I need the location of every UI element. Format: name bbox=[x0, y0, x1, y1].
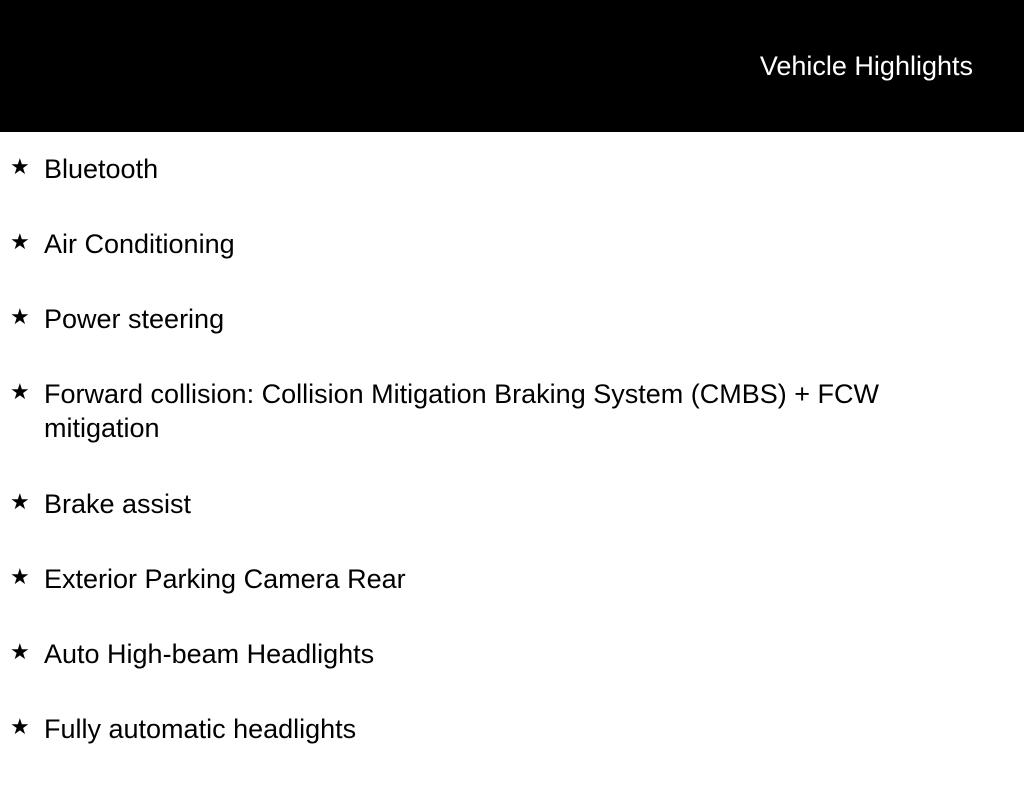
feature-label: Bluetooth bbox=[44, 154, 159, 184]
page-title: Vehicle Highlights bbox=[759, 51, 973, 81]
feature-label: Brake assist bbox=[44, 489, 192, 519]
feature-label: Air Conditioning bbox=[44, 229, 235, 259]
star-icon: ★ bbox=[10, 155, 30, 180]
header-bar bbox=[0, 0, 1024, 132]
feature-item-power-steering bbox=[0, 302, 1024, 336]
feature-label: Exterior Parking Camera Rear bbox=[44, 564, 406, 594]
feature-label: Power steering bbox=[44, 304, 225, 334]
star-icon: ★ bbox=[10, 715, 30, 740]
feature-list bbox=[0, 152, 1024, 787]
star-icon: ★ bbox=[10, 305, 30, 330]
feature-item-parking-camera bbox=[0, 562, 1024, 596]
feature-item-forward-collision bbox=[0, 377, 1024, 445]
star-icon: ★ bbox=[10, 230, 30, 255]
feature-item-brake-assist bbox=[0, 487, 1024, 521]
feature-label: Auto High-beam Headlights bbox=[44, 639, 375, 669]
star-icon: ★ bbox=[10, 380, 30, 405]
star-icon: ★ bbox=[10, 640, 30, 665]
feature-item-bluetooth bbox=[0, 152, 1024, 186]
feature-label: Forward collision: Collision Mitigation Braking System (CMBS) + FCW mitigation bbox=[44, 379, 879, 443]
feature-item-air-conditioning bbox=[0, 227, 1024, 261]
star-icon: ★ bbox=[10, 490, 30, 515]
feature-item-high-beam bbox=[0, 637, 1024, 671]
feature-item-auto-headlights bbox=[0, 712, 1024, 746]
star-icon: ★ bbox=[10, 565, 30, 590]
feature-label: Fully automatic headlights bbox=[44, 714, 357, 744]
